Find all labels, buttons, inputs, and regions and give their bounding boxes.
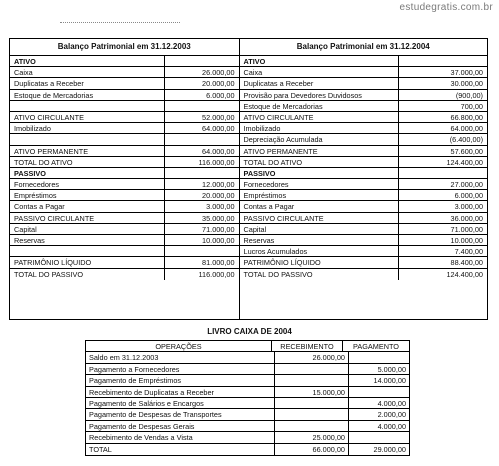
balanco-2003-title: Balanço Patrimonial em 31.12.2003 bbox=[10, 39, 239, 56]
balance-row-label: Duplicatas a Receber bbox=[10, 78, 165, 88]
balanco-2003-column bbox=[10, 39, 240, 319]
balance-row-value: 26.000,00 bbox=[202, 68, 235, 78]
balance-row-value bbox=[165, 168, 239, 178]
pagamento-cell: 29.000,00 bbox=[373, 444, 406, 454]
balance-row-value: 64.000,00 bbox=[450, 124, 483, 134]
balance-row-label: TOTAL DO ATIVO bbox=[240, 157, 399, 167]
balance-row bbox=[240, 246, 487, 257]
balance-row-label: Duplicatas a Receber bbox=[240, 78, 399, 88]
balance-row-value: 20.000,00 bbox=[202, 191, 235, 201]
recebimento-cell: 66.000,00 bbox=[275, 444, 349, 455]
operacao-cell: Pagamento de Despesas Gerais bbox=[86, 421, 275, 431]
balance-row bbox=[240, 168, 487, 179]
balanco-patrimonial-table bbox=[9, 38, 488, 320]
balance-row bbox=[240, 235, 487, 246]
balanco-2004-column bbox=[240, 39, 487, 319]
operacao-cell: Recebimento de Duplicatas a Receber bbox=[86, 387, 275, 397]
balance-row-label: Empréstimos bbox=[10, 190, 165, 200]
balance-row bbox=[10, 213, 239, 224]
header-operacoes: OPERAÇÕES bbox=[86, 341, 272, 351]
balance-row bbox=[10, 257, 239, 268]
balance-row bbox=[10, 123, 239, 134]
balance-row-label: TOTAL DO PASSIVO bbox=[10, 269, 165, 280]
balance-row-value: 10.000,00 bbox=[450, 236, 483, 245]
recebimento-cell bbox=[275, 364, 349, 374]
balance-row-label: Caixa bbox=[240, 67, 399, 77]
balance-row-label: Imobilizado bbox=[240, 123, 399, 133]
balance-row-value: 52.000,00 bbox=[202, 112, 235, 122]
balance-row-value: 71.000,00 bbox=[450, 224, 483, 234]
operacao-cell: Pagamento de Despesas de Transportes bbox=[86, 409, 275, 419]
balance-row-value: 3.000,00 bbox=[454, 202, 483, 212]
balance-row-value: 36.000,00 bbox=[450, 213, 483, 223]
pagamento-cell: 4.000,00 bbox=[377, 421, 406, 431]
balance-row-label: Contas a Pagar bbox=[240, 201, 399, 211]
balance-row-value: (6.400,00) bbox=[449, 135, 483, 145]
pagamento-cell: 2.000,00 bbox=[377, 410, 406, 420]
balance-row-label: Fornecedores bbox=[240, 179, 399, 189]
livro-caixa-row bbox=[86, 364, 409, 375]
balance-row-label: PASSIVO bbox=[10, 168, 165, 178]
balance-row-label bbox=[10, 134, 165, 144]
balance-row-label: Caixa bbox=[10, 67, 165, 77]
balance-row-value: 81.000,00 bbox=[202, 258, 235, 268]
balance-row-value: 10.000,00 bbox=[202, 236, 235, 245]
balance-row bbox=[10, 224, 239, 235]
balance-row-value: 6.000,00 bbox=[454, 191, 483, 201]
operacao-cell: TOTAL bbox=[86, 444, 275, 455]
balance-row-label: PATRIMÔNIO LÍQUIDO bbox=[10, 257, 165, 267]
pagamento-cell: 14.000,00 bbox=[373, 376, 406, 386]
balance-row-label: PATRIMÔNIO LÍQUIDO bbox=[240, 257, 399, 267]
balance-row bbox=[10, 157, 239, 168]
balance-row bbox=[10, 235, 239, 246]
balance-row bbox=[240, 56, 487, 67]
pagamento-cell bbox=[349, 352, 409, 362]
balance-row bbox=[10, 67, 239, 78]
balance-row-label: TOTAL DO PASSIVO bbox=[240, 269, 399, 280]
balance-row bbox=[10, 112, 239, 123]
livro-caixa-row bbox=[86, 398, 409, 409]
header-pagamento: PAGAMENTO bbox=[353, 342, 399, 351]
balance-row-label: ATIVO CIRCULANTE bbox=[10, 112, 165, 122]
balance-row-label: ATIVO PERMANENTE bbox=[10, 146, 165, 156]
balance-row-label: Reservas bbox=[10, 235, 165, 245]
balance-row-label bbox=[10, 101, 165, 111]
balance-row bbox=[10, 78, 239, 89]
balance-row-label: Capital bbox=[10, 224, 165, 234]
balance-row-value bbox=[165, 134, 239, 144]
balance-row-label: Imobilizado bbox=[10, 123, 165, 133]
operacao-cell: Saldo em 31.12.2003 bbox=[86, 352, 275, 362]
balance-row-value bbox=[165, 101, 239, 111]
balance-row-value: 3.000,00 bbox=[206, 202, 235, 212]
livro-caixa-row bbox=[86, 352, 409, 363]
balance-row-value: 6.000,00 bbox=[206, 90, 235, 100]
balance-row bbox=[10, 201, 239, 212]
balance-row bbox=[10, 190, 239, 201]
balance-row-value: 27.000,00 bbox=[450, 180, 483, 190]
balance-row bbox=[240, 146, 487, 157]
balance-row bbox=[240, 123, 487, 134]
balance-row-label: PASSIVO CIRCULANTE bbox=[10, 213, 165, 223]
balance-row-label: Fornecedores bbox=[10, 179, 165, 189]
balance-row-value: 66.800,00 bbox=[450, 112, 483, 122]
balance-row-label: Estoque de Mercadorias bbox=[10, 90, 165, 100]
balance-row bbox=[10, 101, 239, 112]
balance-row bbox=[240, 190, 487, 201]
balance-row-value bbox=[399, 56, 487, 66]
recebimento-cell: 25.000,00 bbox=[275, 432, 349, 442]
balance-row-value: 64.000,00 bbox=[202, 124, 235, 134]
balance-row-label: Lucros Acumulados bbox=[240, 246, 399, 256]
balance-row-value: 20.000,00 bbox=[202, 79, 235, 89]
recebimento-cell: 15.000,00 bbox=[275, 387, 349, 397]
livro-caixa-row bbox=[86, 375, 409, 386]
balance-row bbox=[10, 246, 239, 257]
balance-row bbox=[240, 67, 487, 78]
operacao-cell: Pagamento de Salários e Encargos bbox=[86, 398, 275, 408]
balance-row-value: 88.400,00 bbox=[450, 258, 483, 268]
pagamento-cell bbox=[349, 432, 409, 442]
balance-row-value: 37.000,00 bbox=[450, 68, 483, 78]
operacao-cell: Pagamento a Fornecedores bbox=[86, 364, 275, 374]
livro-caixa-table bbox=[85, 340, 410, 456]
livro-caixa-row bbox=[86, 432, 409, 443]
balance-row-value: 700,00 bbox=[460, 101, 483, 111]
balance-row-value: 71.000,00 bbox=[202, 224, 235, 234]
balance-row bbox=[10, 146, 239, 157]
balance-row-value bbox=[399, 168, 487, 178]
recebimento-cell bbox=[275, 375, 349, 385]
balance-row bbox=[10, 179, 239, 190]
balance-row bbox=[240, 269, 487, 280]
balance-row-label: TOTAL DO ATIVO bbox=[10, 157, 165, 167]
operacao-cell: Pagamento de Empréstimos bbox=[86, 375, 275, 385]
balance-row bbox=[10, 168, 239, 179]
balance-row-value: 12.000,00 bbox=[202, 180, 235, 190]
livro-caixa-row bbox=[86, 444, 409, 455]
balance-row-label: Depreciação Acumulada bbox=[240, 134, 399, 144]
balance-row bbox=[240, 112, 487, 123]
balance-row bbox=[240, 224, 487, 235]
cropped-text-fragment bbox=[60, 22, 180, 27]
balanco-2004-rows bbox=[240, 56, 487, 319]
header-recebimento: RECEBIMENTO bbox=[272, 341, 343, 351]
balanco-2004-title: Balanço Patrimonial em 31.12.2004 bbox=[240, 39, 487, 56]
balance-row bbox=[240, 157, 487, 168]
balance-row bbox=[10, 269, 239, 280]
balance-row-label: ATIVO bbox=[240, 56, 399, 66]
pagamento-cell: 4.000,00 bbox=[377, 398, 406, 408]
balance-row-value: 124.400,00 bbox=[446, 157, 483, 167]
balance-row-label: ATIVO CIRCULANTE bbox=[240, 112, 399, 122]
balanco-2003-rows bbox=[10, 56, 239, 319]
livro-caixa-header-row bbox=[86, 341, 409, 352]
operacao-cell: Recebimento de Vendas a Vista bbox=[86, 432, 275, 442]
recebimento-cell bbox=[275, 409, 349, 419]
balance-row bbox=[240, 201, 487, 212]
pagamento-cell: 5.000,00 bbox=[377, 364, 406, 374]
balance-row bbox=[240, 213, 487, 224]
balance-row-label: Contas a Pagar bbox=[10, 201, 165, 211]
balance-row-value: (900,00) bbox=[455, 90, 483, 100]
livro-caixa-title: LIVRO CAIXA DE 2004 bbox=[207, 327, 292, 336]
watermark: estudegratis.com.br bbox=[399, 2, 493, 13]
balance-row bbox=[240, 78, 487, 89]
balance-row-value: 64.000,00 bbox=[202, 146, 235, 156]
livro-caixa-row bbox=[86, 387, 409, 398]
balance-row-label: Provisão para Devedores Duvidosos bbox=[240, 90, 399, 100]
balance-row bbox=[10, 90, 239, 101]
balance-row-value: 124.400,00 bbox=[446, 269, 483, 279]
balance-row bbox=[10, 56, 239, 67]
balance-row-value: 116.000,00 bbox=[198, 269, 235, 279]
balance-row bbox=[240, 179, 487, 190]
balance-row-value: 7.400,00 bbox=[454, 247, 483, 257]
balance-row-value bbox=[165, 246, 239, 256]
balance-row-value: 57.600,00 bbox=[450, 146, 483, 156]
balance-row bbox=[240, 134, 487, 145]
balance-row bbox=[240, 90, 487, 101]
balance-row-label: PASSIVO CIRCULANTE bbox=[240, 213, 399, 223]
balance-row-label: ATIVO PERMANENTE bbox=[240, 146, 399, 156]
balance-row-label: Reservas bbox=[240, 235, 399, 245]
balance-row bbox=[240, 257, 487, 268]
balance-row bbox=[240, 101, 487, 112]
balance-row-label: Capital bbox=[240, 224, 399, 234]
balance-row-value bbox=[165, 56, 239, 66]
livro-caixa-row bbox=[86, 409, 409, 420]
balance-row-label: Estoque de Mercadorias bbox=[240, 101, 399, 111]
recebimento-cell bbox=[275, 398, 349, 408]
recebimento-cell: 26.000,00 bbox=[275, 352, 349, 362]
balance-row-value: 35.000,00 bbox=[202, 213, 235, 223]
balance-row-label: Empréstimos bbox=[240, 190, 399, 200]
balance-row-label: ATIVO bbox=[10, 56, 165, 66]
balance-row-value: 116.000,00 bbox=[198, 157, 235, 167]
pagamento-cell bbox=[349, 387, 409, 397]
livro-caixa-row bbox=[86, 421, 409, 432]
balance-row bbox=[10, 134, 239, 145]
recebimento-cell bbox=[275, 421, 349, 431]
balance-row-label: PASSIVO bbox=[240, 168, 399, 178]
balance-row-value: 30.000,00 bbox=[450, 79, 483, 89]
balance-row-label bbox=[10, 246, 165, 256]
